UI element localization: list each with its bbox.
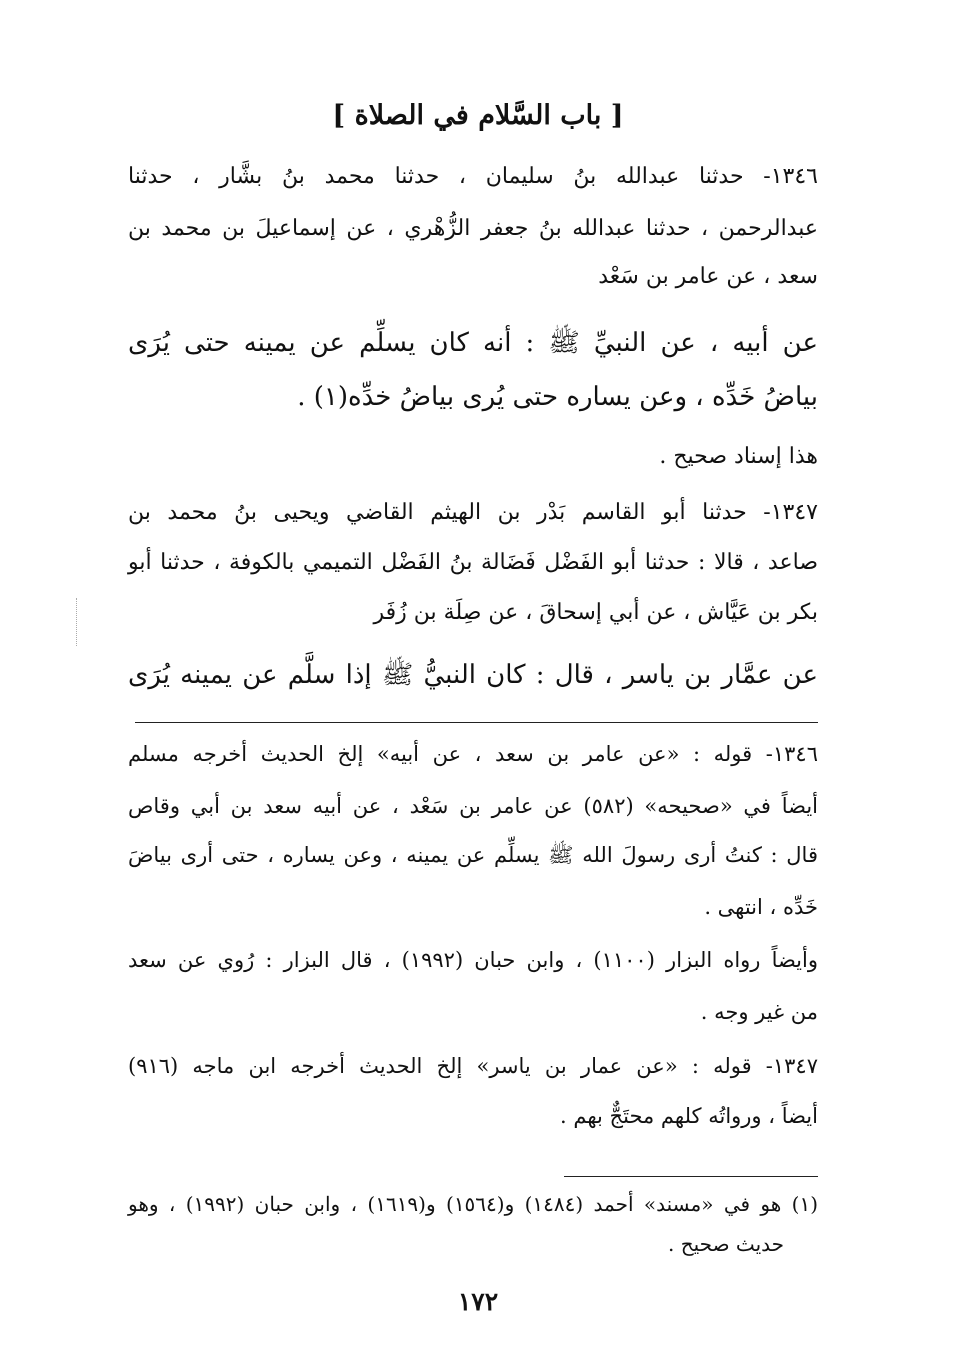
hadith-1346-isnad-line-2: عبدالرحمن ، حدثنا عبدالله بنُ جعفر الزُّهْري ، عن إسماعيلَ بن محمد بن [128,216,818,241]
chapter-title: [ باب السَّلام في الصلاة ] [332,100,624,131]
hadith-1347-isnad-line-2: صاعد ، قالا : حدثنا أبو الفَضْل فَضَالة بنُ الفَضْل التميمي بالكوفة ، حدثنا أبو [128,550,818,575]
hadith-1347-isnad-line-3: بكر بن عَيَّاش ، عن أبي إسحاقَ ، عن صِلَة بن زُفَر [373,600,818,625]
page-number: ١٧٢ [457,1287,499,1316]
footnote-line-1: (١) هو في «مسند» أحمد (١٤٨٤) و(١٥٦٤) و(١٦١٩) ، وابن حبان (١٩٩٢) ، وهو [128,1192,819,1216]
margin-mark [76,598,77,646]
hadith-1346-isnad-line-3: سعد ، عن عامر بن سَعْد [598,264,818,289]
hadith-1346-matn-line-1: عن أبيه ، عن النبيِّ ﷺ : أنه كان يسلِّم عن يمينه حتى يُرَى [128,328,818,358]
hadith-1346-grade: هذا إسناد صحيح . [659,444,818,469]
note-1346b-line-2: من غير وجه . [700,1000,818,1024]
note-1346b-line-1: وأيضاً رواه البزار (١١٠٠) ، وابن حبان (١٩٩٢) ، قال البزار : رُوي عن سعد [128,948,818,972]
note-1346-line-4: خَدِّه ، انتهى . [704,895,818,919]
hadith-1347-isnad-line-1: ١٣٤٧- حدثنا أبو القاسم بَدْر بن الهيثم القاضي ويحيى بنُ محمد بن [128,500,818,525]
note-1347-line-2: أيضاً ، ورواتُه كلهم محتَجٌّ بهم . [560,1104,818,1128]
commentary-separator [135,722,818,723]
note-1346-line-2: أيضاً في «صحيحه» (٥٨٢) عن عامر بن سَعْد ، عن أبيه سعد بن أبي وقاص [128,794,818,818]
note-1346-line-1: ١٣٤٦- قوله : «عن عامر بن سعد ، عن أبيه» إلخ الحديث أخرجه مسلم [128,742,818,766]
footnote-line-2: حديث صحيح . [668,1232,784,1256]
note-1347-line-1: ١٣٤٧- قوله : «عن عمار بن ياسر» إلخ الحديث أخرجه ابن ماجه (٩١٦) [128,1054,818,1078]
hadith-1347-matn-line-1: عن عمَّار بن ياسر ، قال : كان النبيُّ ﷺ إذا سلَّم عن يمينه يُرَى [128,660,818,690]
footnote-separator [564,1176,818,1177]
hadith-1346-matn-line-2: بياضُ خَدِّه ، وعن يساره حتى يُرى بياضُ خدِّه(١) . [297,382,818,412]
note-1346-line-3: قال : كنتُ أرى رسولَ الله ﷺ يسلِّم عن يمينه ، وعن يساره ، حتى أرى بياضَ [128,843,818,867]
hadith-1346-isnad-line-1: ١٣٤٦- حدثنا عبدالله بنُ سليمان ، حدثنا محمد بنُ بشَّار ، حدثنا [128,164,818,189]
